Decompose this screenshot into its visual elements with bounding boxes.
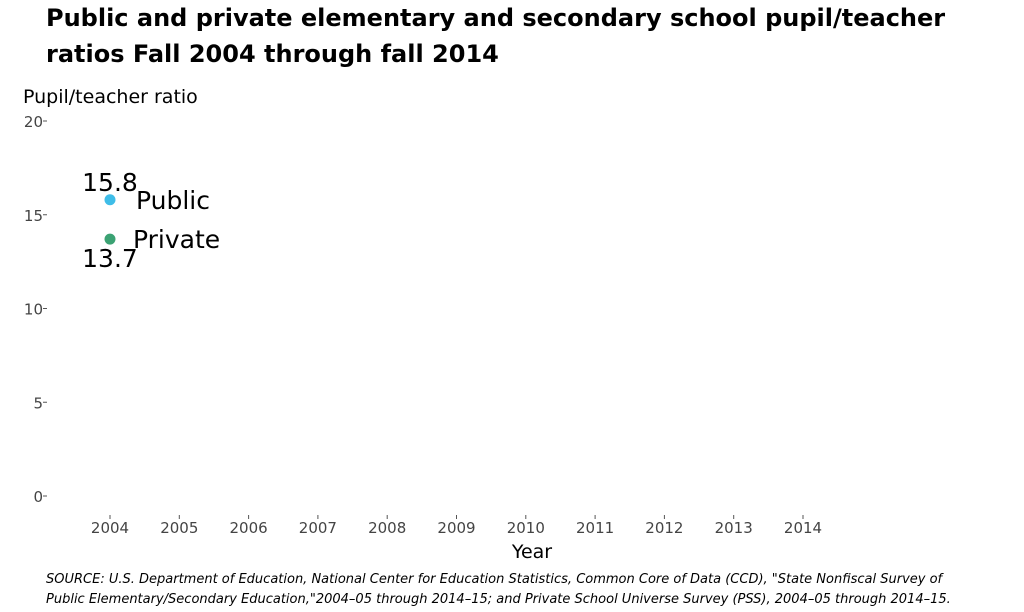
x-axis <box>91 515 822 537</box>
chart-title-line-1: Public and private elementary and secondary school pupil/teacher <box>46 4 946 32</box>
x-tick-label: 2005 <box>160 519 199 537</box>
y-tick-label: 10 <box>23 300 43 319</box>
plot-marks <box>82 168 220 273</box>
y-tick-label: 0 <box>33 488 43 506</box>
chart-title-line-2: ratios Fall 2004 through fall 2014 <box>46 40 499 68</box>
x-tick-label: 2012 <box>645 519 684 537</box>
source-note <box>46 570 1016 610</box>
x-tick-label: 2014 <box>783 519 823 537</box>
point-private <box>105 234 116 245</box>
y-tick-label: 20 <box>23 113 43 131</box>
y-axis-title: Pupil/teacher ratio <box>23 86 198 108</box>
x-tick-label: 2011 <box>576 519 615 537</box>
y-axis <box>24 113 47 506</box>
series-label-public: Public <box>136 185 210 215</box>
x-tick-label: 2006 <box>229 519 268 537</box>
x-tick-label: 2013 <box>714 519 753 537</box>
x-tick-label: 2010 <box>506 519 545 537</box>
series-label-private: Private <box>133 225 221 255</box>
y-tick-label: 5 <box>33 394 43 413</box>
x-tick-label: 2004 <box>90 519 130 537</box>
y-tick-label: 15 <box>23 206 43 225</box>
x-axis-title: Year <box>511 541 553 563</box>
data-label-private: 13.7 <box>82 244 138 274</box>
x-tick-label: 2008 <box>368 519 407 537</box>
source-line-1: SOURCE: U.S. Department of Education, National Center for Education Statistics, Common Core of Data (CCD), "State Nonfiscal Survey of <box>46 572 943 587</box>
data-label-public: 15.8 <box>82 167 138 197</box>
x-tick-label: 2009 <box>437 519 476 537</box>
x-tick-label: 2007 <box>298 519 337 537</box>
source-line-2: Public Elementary/Secondary Education,"2004–05 through 2014–15; and Private School Universe Survey (PSS), 2004–05 through 2014–15. <box>46 592 951 607</box>
